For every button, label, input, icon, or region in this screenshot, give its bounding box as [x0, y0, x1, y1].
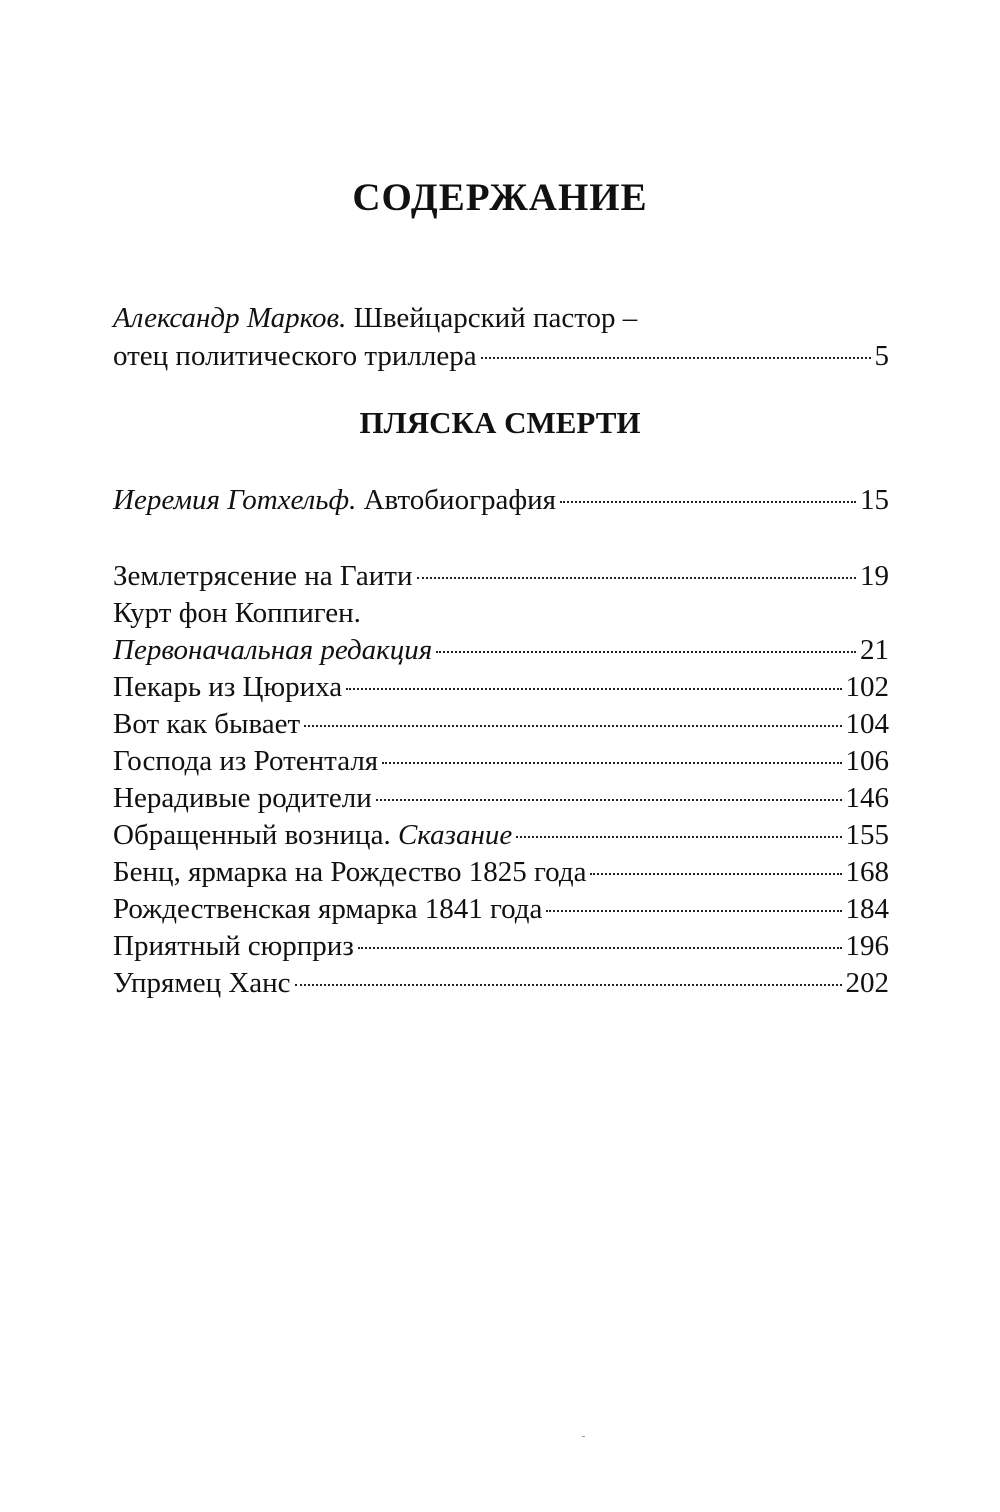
toc-title: Бенц, ярмарка на Рождество 1825 года [113, 856, 587, 888]
dot-leader [560, 501, 856, 503]
toc-title-italic: Первоначальная редакция [113, 634, 433, 666]
toc-entry [113, 891, 889, 927]
toc-title: Швейцарский пастор – [353, 302, 638, 334]
dot-leader [546, 910, 841, 912]
toc-entry-preface-line1 [113, 300, 889, 336]
toc-page-number: 202 [845, 967, 889, 999]
toc-page-number: 21 [860, 634, 889, 666]
toc-page-number: 106 [845, 745, 889, 777]
toc-page-number: 168 [845, 856, 889, 888]
toc-entry-autobiography [113, 482, 889, 518]
dot-leader [481, 357, 871, 359]
toc-title: Упрямец Ханс [113, 967, 291, 999]
toc-author: Иеремия Готхельф. [113, 484, 357, 516]
page-title: СОДЕРЖАНИЕ [352, 176, 648, 219]
toc-title: отец политического триллера [113, 340, 477, 372]
toc-title: Рождественская ярмарка 1841 года [113, 893, 543, 925]
toc-entry [113, 595, 889, 631]
toc-entry [113, 706, 889, 742]
toc-entry [113, 817, 889, 853]
toc-entry [113, 854, 889, 890]
toc-entry [113, 743, 889, 779]
toc-title: Автобиография [363, 484, 556, 516]
toc-title: Нерадивые родители [113, 782, 372, 814]
toc-entry [113, 669, 889, 705]
toc-page-number: 196 [845, 930, 889, 962]
toc-entry [113, 780, 889, 816]
toc-title: Обращенный возница. [113, 819, 391, 851]
toc-page-number: 15 [860, 484, 889, 516]
toc-title: Приятный сюрприз [113, 930, 354, 962]
toc-entry-preface-line2 [113, 338, 889, 374]
toc-page-number: 104 [845, 708, 889, 740]
toc-entry-label [113, 632, 432, 668]
toc-subtitle-italic: Сказание [397, 819, 513, 851]
toc-title: Курт фон Коппиген. [113, 597, 361, 629]
toc-page-number: 19 [860, 560, 889, 592]
toc-title: Вот как бывает [113, 708, 301, 740]
dot-leader [590, 873, 841, 875]
dot-leader [304, 725, 841, 727]
dot-leader [376, 799, 842, 801]
toc-entry [113, 928, 889, 964]
toc-entry-label [113, 300, 637, 336]
toc-entry [113, 965, 889, 1001]
dot-leader [516, 836, 841, 838]
toc-title: Господа из Ротенталя [113, 745, 379, 777]
toc-entry-label [113, 482, 556, 518]
dot-leader [346, 688, 841, 690]
toc-page-number: 184 [845, 893, 889, 925]
scan-speck [582, 1436, 585, 1437]
dot-leader [417, 577, 857, 579]
dot-leader [436, 651, 856, 653]
toc-page-number: 155 [845, 819, 889, 851]
toc-author: Александр Марков. [113, 302, 347, 334]
toc-page-number: 146 [845, 782, 889, 814]
section-heading: ПЛЯСКА СМЕРТИ [359, 405, 641, 440]
dot-leader [295, 984, 842, 986]
toc-entry [113, 558, 889, 594]
toc-page-number: 102 [845, 671, 889, 703]
dot-leader [382, 762, 841, 764]
toc-page-number: 5 [874, 340, 889, 372]
toc-entry-label [113, 817, 512, 853]
toc-title: Пекарь из Цюриха [113, 671, 343, 703]
toc-title: Землетрясение на Гаити [113, 560, 413, 592]
toc-entry [113, 632, 889, 668]
dot-leader [358, 947, 842, 949]
